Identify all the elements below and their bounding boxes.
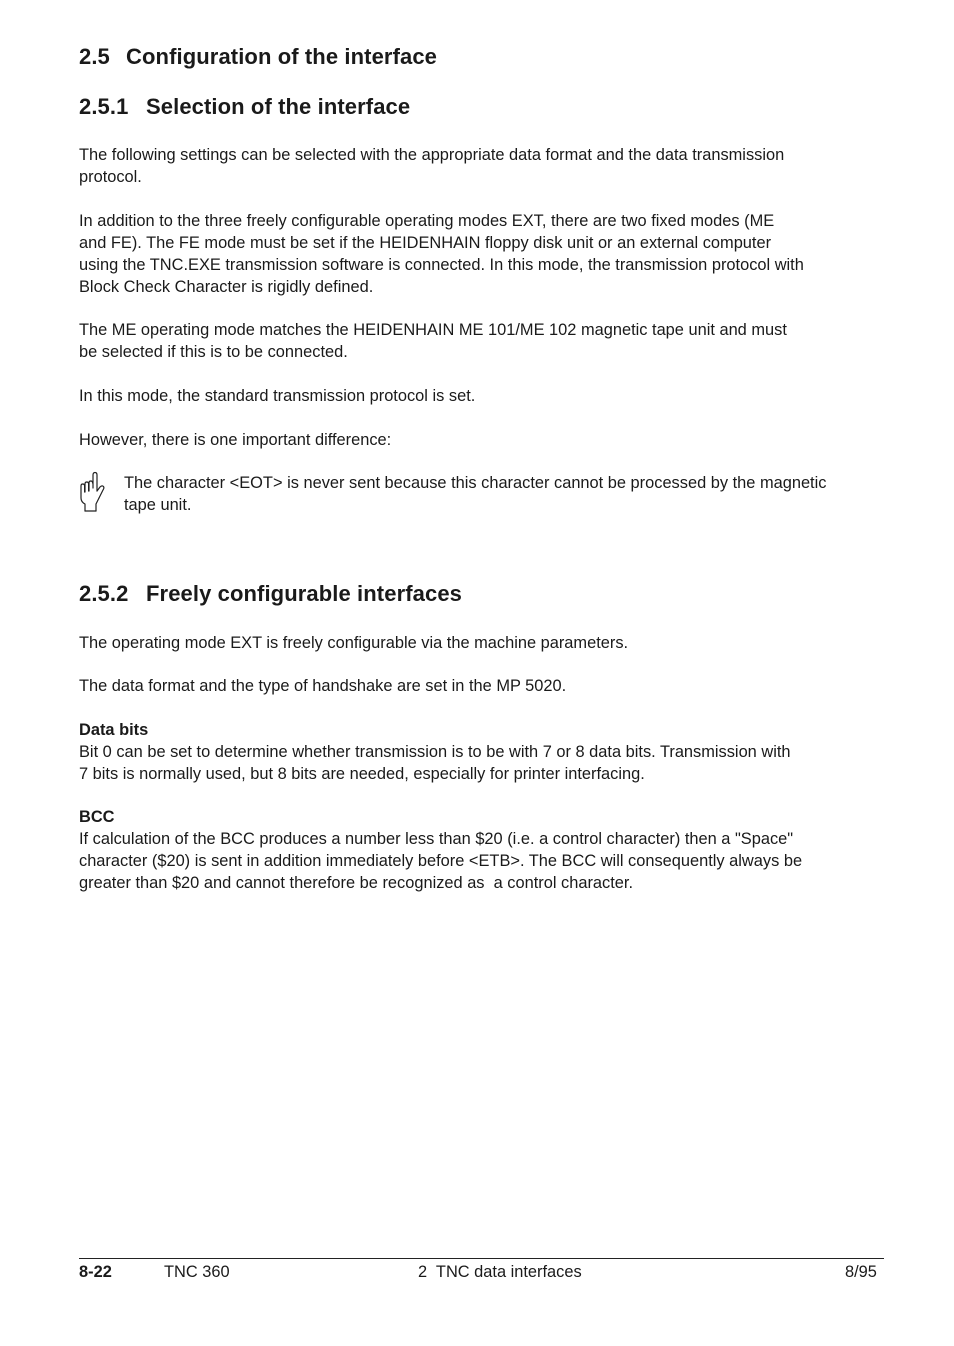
paragraph-settings [79,144,784,188]
section-title: Configuration of the interface [126,44,437,69]
subsection-bcc [79,806,802,894]
text-line: In this mode, the standard transmission protocol is set. [79,387,476,405]
subsection-data-bits [79,719,791,785]
text-line: tape unit. [124,496,192,514]
text-line: In addition to the three freely configurable operating modes EXT, there are two fixed modes (ME [79,212,775,230]
text-line: greater than $20 and cannot therefore be recognized as a control character. [79,874,633,892]
text-line: The ME operating mode matches the HEIDENHAIN ME 101/ME 102 magnetic tape unit and must [79,321,787,339]
text-line: Bit 0 can be set to determine whether transmission is to be with 7 or 8 data bits. Transmission with [79,743,791,761]
note-icon-wrapper [78,471,106,513]
paragraph-me-mode [79,319,787,363]
text-line: The data format and the type of handshake are set in the MP 5020. [79,677,567,695]
paragraph-difference [79,429,391,451]
text-line: However, there is one important difference: [79,431,392,449]
text-line: The character <EOT> is never sent because this character cannot be processed by the magnetic [124,474,827,492]
section-number: 2.5.2 [79,581,129,606]
footer-rule [79,1258,884,1259]
subheading-data-bits: Data bits [79,721,149,739]
note-eot [124,472,826,516]
subheading-bcc: BCC [79,808,115,826]
footer-page-number: 8-22 [79,1263,112,1281]
text-line: character ($20) is sent in addition immediately before <ETB>. The BCC will consequently always be [79,852,803,870]
section-title: Selection of the interface [146,94,411,119]
text-line: and FE). The FE mode must be set if the HEIDENHAIN floppy disk unit or an external computer [79,234,772,252]
paragraph-ext-mode [79,632,628,654]
section-number: 2.5.1 [79,94,129,119]
text-line: using the TNC.EXE transmission software is connected. In this mode, the transmission protocol with [79,256,804,274]
section-heading-2-5-1 [79,94,410,120]
paragraph-modes [79,210,804,298]
footer-product: TNC 360 [164,1263,230,1281]
footer-chapter: 2 TNC data interfaces [418,1263,582,1281]
paragraph-data-format [79,675,566,697]
section-title: Freely configurable interfaces [146,581,462,606]
footer-date: 8/95 [845,1263,877,1281]
text-line: The following settings can be selected with the appropriate data format and the data transmission [79,146,785,164]
text-line: be selected if this is to be connected. [79,343,348,361]
text-line: 7 bits is normally used, but 8 bits are needed, especially for printer interfacing. [79,765,645,783]
paragraph-standard-protocol [79,385,475,407]
text-line: Block Check Character is rigidly defined. [79,278,374,296]
section-heading-2-5-2 [79,581,462,607]
text-line: The operating mode EXT is freely configurable via the machine parameters. [79,634,629,652]
pointing-hand-icon [78,471,106,513]
section-heading-2-5 [79,44,437,70]
text-line: protocol. [79,168,142,186]
section-number: 2.5 [79,44,110,69]
text-line: If calculation of the BCC produces a number less than $20 (i.e. a control character) then a "Space" [79,830,794,848]
